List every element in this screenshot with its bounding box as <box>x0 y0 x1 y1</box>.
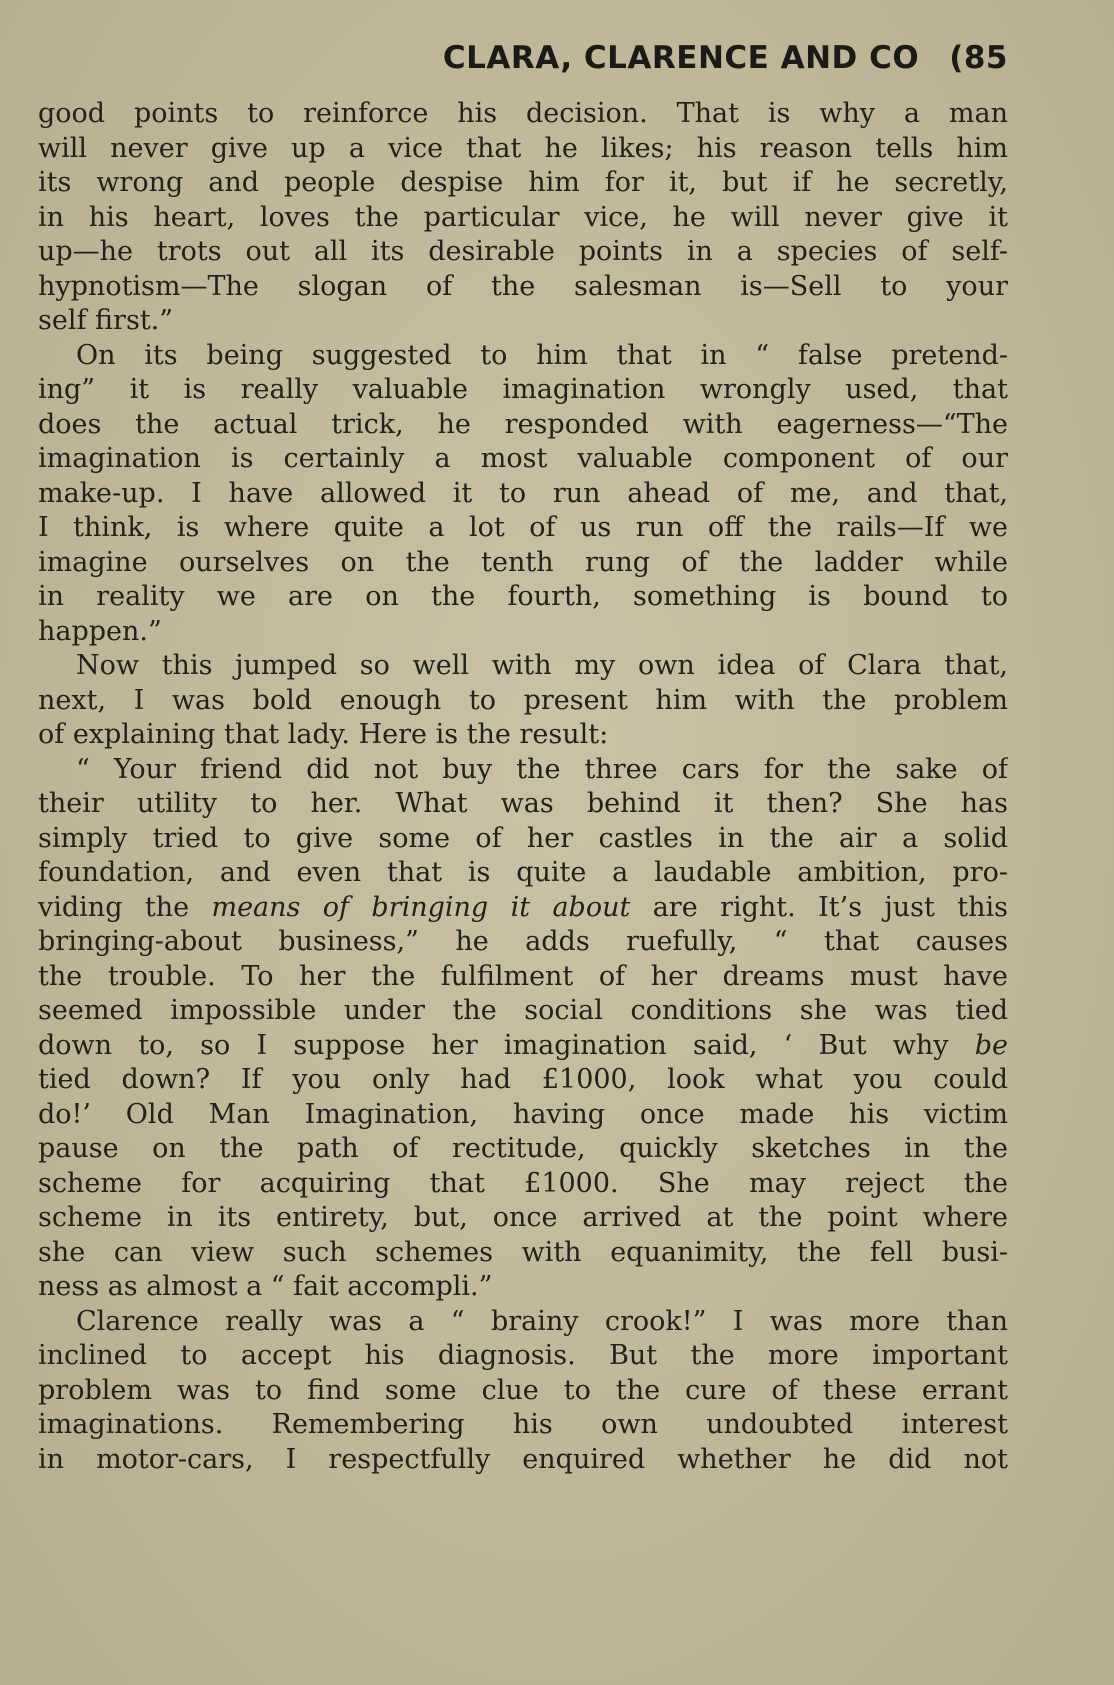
text-line: hypnotism—The slogan of the salesman is—Sell to your <box>38 270 1008 302</box>
text-line: self first.” <box>38 305 174 336</box>
text-line: in motor-cars, I respectfully enquired whether he did not <box>38 1443 1008 1475</box>
text-line: bringing-about business,” he adds ruefully, “ that causes <box>38 926 1008 957</box>
text-line: tied down? If you only had £1000, look what you could <box>38 1064 1008 1095</box>
text-line: imagination is certainly a most valuable component of our <box>38 443 1008 474</box>
text-line: problem was to find some clue to the cure of these errant <box>38 1374 1008 1406</box>
text-line: ness as almost a “ fait accompli.” <box>38 1271 493 1302</box>
text-line: good points to reinforce his decision. That is why a man <box>38 98 1008 129</box>
page-number: (85 <box>949 40 1008 76</box>
text-line: of explaining that lady. Here is the result: <box>38 719 609 750</box>
text-line: foundation, and even that is quite a laudable ambition, pro- <box>38 857 1008 888</box>
text-line: “ Your friend did not buy the three cars for the sake of <box>76 753 1008 785</box>
text-line: their utility to her. What was behind it then? She has <box>38 788 1008 819</box>
body-text <box>38 97 1008 1477</box>
text-line <box>38 891 1008 926</box>
text-line: inclined to accept his diagnosis. But the more important <box>38 1340 1008 1371</box>
text-line: pause on the path of rectitude, quickly sketches in the <box>38 1133 1008 1164</box>
italic-text: be <box>974 1029 1008 1061</box>
text-segment: are right. It’s just this <box>630 891 1008 923</box>
text-line: next, I was bold enough to present him with the problem <box>38 684 1008 716</box>
text-line: do!’ Old Man Imagination, having once made his victim <box>38 1098 1008 1130</box>
text-line <box>38 1029 1008 1064</box>
text-line: imagine ourselves on the tenth rung of the ladder while <box>38 546 1008 578</box>
text-line: up—he trots out all its desirable points in a species of self- <box>38 236 1008 267</box>
text-line: its wrong and people despise him for it, but if he secretly, <box>38 167 1008 198</box>
text-line: happen.” <box>38 615 162 647</box>
text-line: scheme in its entirety, but, once arrived at the point where <box>38 1202 1008 1233</box>
text-line: does the actual trick, he responded with eagerness—“The <box>38 408 1008 440</box>
text-line: scheme for acquiring that £1000. She may reject the <box>38 1167 1008 1199</box>
text-line: simply tried to give some of her castles in the air a solid <box>38 822 1008 854</box>
text-line: in reality we are on the fourth, something is bound to <box>38 581 1008 612</box>
text-segment: viding the <box>38 891 212 923</box>
running-header <box>443 40 1008 76</box>
text-line: make-up. I have allowed it to run ahead of me, and that, <box>38 477 1008 509</box>
chapter-title: CLARA, CLARENCE AND CO <box>442 40 920 76</box>
text-line: seemed impossible under the social conditions she was tied <box>38 995 1008 1026</box>
text-line: in his heart, loves the particular vice, he will never give it <box>38 201 1008 233</box>
text-line: I think, is where quite a lot of us run off the rails—If we <box>38 512 1008 543</box>
text-line: she can view such schemes with equanimity, the fell busi- <box>38 1236 1008 1268</box>
text-line: imaginations. Remembering his own undoubted interest <box>38 1409 1008 1440</box>
text-line: Clarence really was a “ brainy crook!” I was more than <box>76 1305 1008 1337</box>
text-line: On its being suggested to him that in “ false pretend- <box>76 339 1008 371</box>
text-line: will never give up a vice that he likes; his reason tells him <box>38 132 1008 164</box>
text-line: Now this jumped so well with my own idea of Clara that, <box>76 650 1008 681</box>
text-line: ing” it is really valuable imagination wrongly used, that <box>38 374 1008 405</box>
text-line: the trouble. To her the fulfilment of her dreams must have <box>38 960 1008 992</box>
italic-text: means of bringing it about <box>211 891 631 923</box>
text-segment: down to, so I suppose her imagination said, ‘ But why <box>38 1029 975 1061</box>
